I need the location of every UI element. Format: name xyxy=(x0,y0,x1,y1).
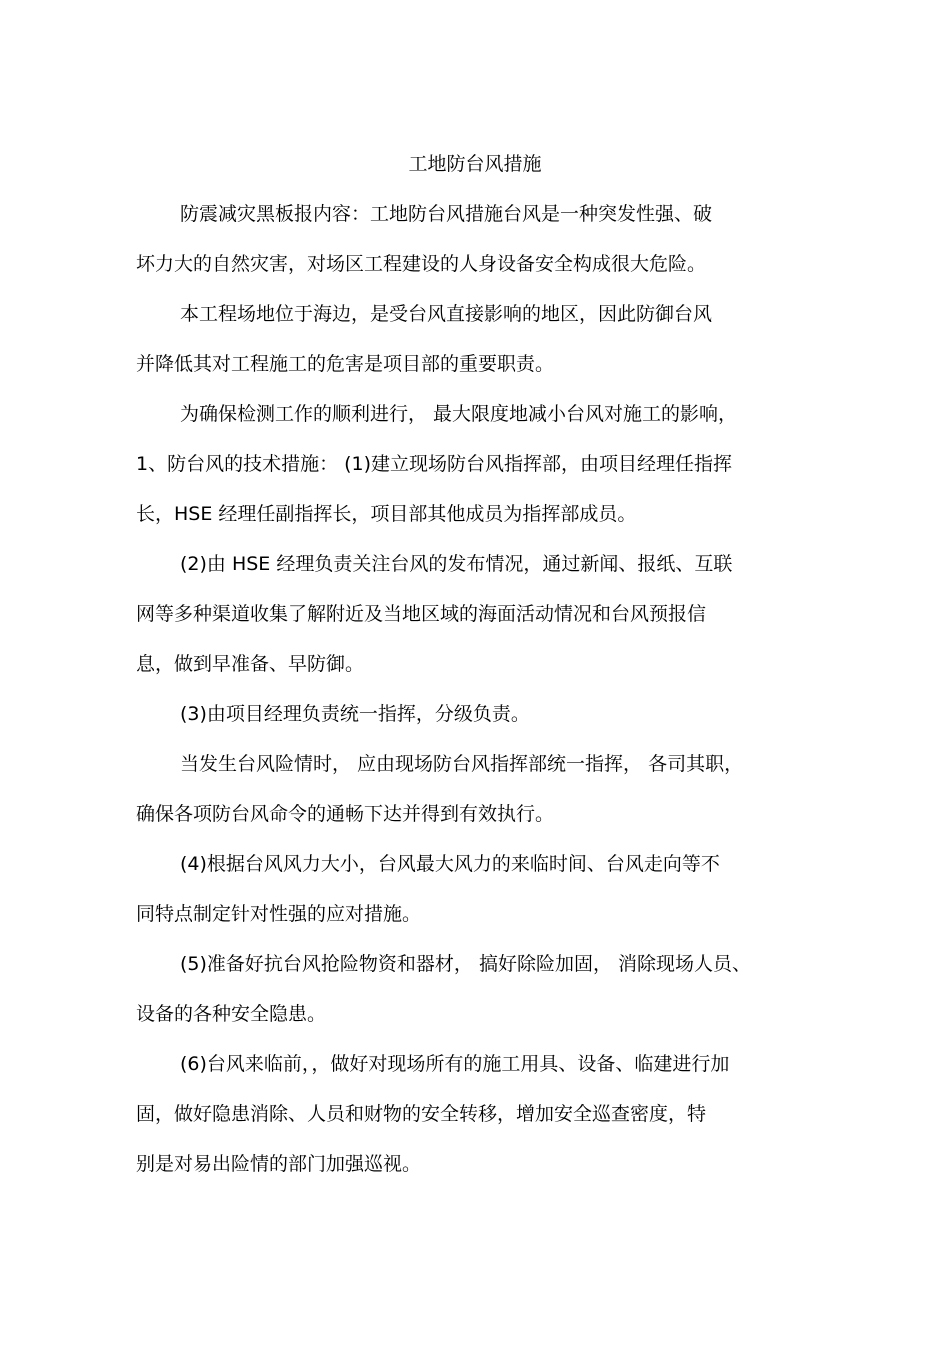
paragraph-line: 别是对易出险情的部门加强巡视。 xyxy=(136,1153,422,1175)
paragraph-line: (3)由项目经理负责统一指挥，分级负责。 xyxy=(180,703,530,725)
paragraph-line: 防震减灾黑板报内容：工地防台风措施台风是一种突发性强、破 xyxy=(180,203,713,225)
paragraph-line: 当发生台风险情时， 应由现场防台风指挥部统一指挥， 各司其职， xyxy=(180,753,744,775)
paragraph-line: 长，HSE 经理任副指挥长，项目部其他成员为指挥部成员。 xyxy=(136,503,637,525)
paragraph-line: 网等多种渠道收集了解附近及当地区域的海面活动情况和台风预报信 xyxy=(136,603,707,625)
paragraph-line: 1、防台风的技术措施： (1)建立现场防台风指挥部，由项目经理任指挥 xyxy=(136,453,733,475)
document-title: 工地防台风措施 xyxy=(408,153,542,175)
paragraph-line: 固，做好隐患消除、人员和财物的安全转移，增加安全巡查密度，特 xyxy=(136,1103,707,1125)
paragraph-line: (2)由 HSE 经理负责关注台风的发布情况，通过新闻、报纸、互联 xyxy=(180,553,733,575)
paragraph-line: 为确保检测工作的顺利进行， 最大限度地减小台风对施工的影响， xyxy=(180,403,738,425)
paragraph-line: 息，做到早准备、早防御。 xyxy=(136,653,365,675)
paragraph-line: 设备的各种安全隐患。 xyxy=(136,1003,327,1025)
paragraph-line: 并降低其对工程施工的危害是项目部的重要职责。 xyxy=(136,353,555,375)
paragraph-line: 坏力大的自然灾害，对场区工程建设的人身设备安全构成很大危险。 xyxy=(136,253,707,275)
paragraph-line: (5)准备好抗台风抢险物资和器材， 搞好除险加固， 消除现场人员、 xyxy=(180,953,751,975)
paragraph-line: (6)台风来临前，，做好对现场所有的施工用具、设备、临建进行加 xyxy=(180,1053,730,1075)
paragraph-line: 确保各项防台风命令的通畅下达并得到有效执行。 xyxy=(136,803,555,825)
paragraph-line: (4)根据台风风力大小，台风最大风力的来临时间、台风走向等不 xyxy=(180,853,720,875)
paragraph-line: 本工程场地位于海边，是受台风直接影响的地区，因此防御台风 xyxy=(180,303,713,325)
paragraph-line: 同特点制定针对性强的应对措施。 xyxy=(136,903,422,925)
